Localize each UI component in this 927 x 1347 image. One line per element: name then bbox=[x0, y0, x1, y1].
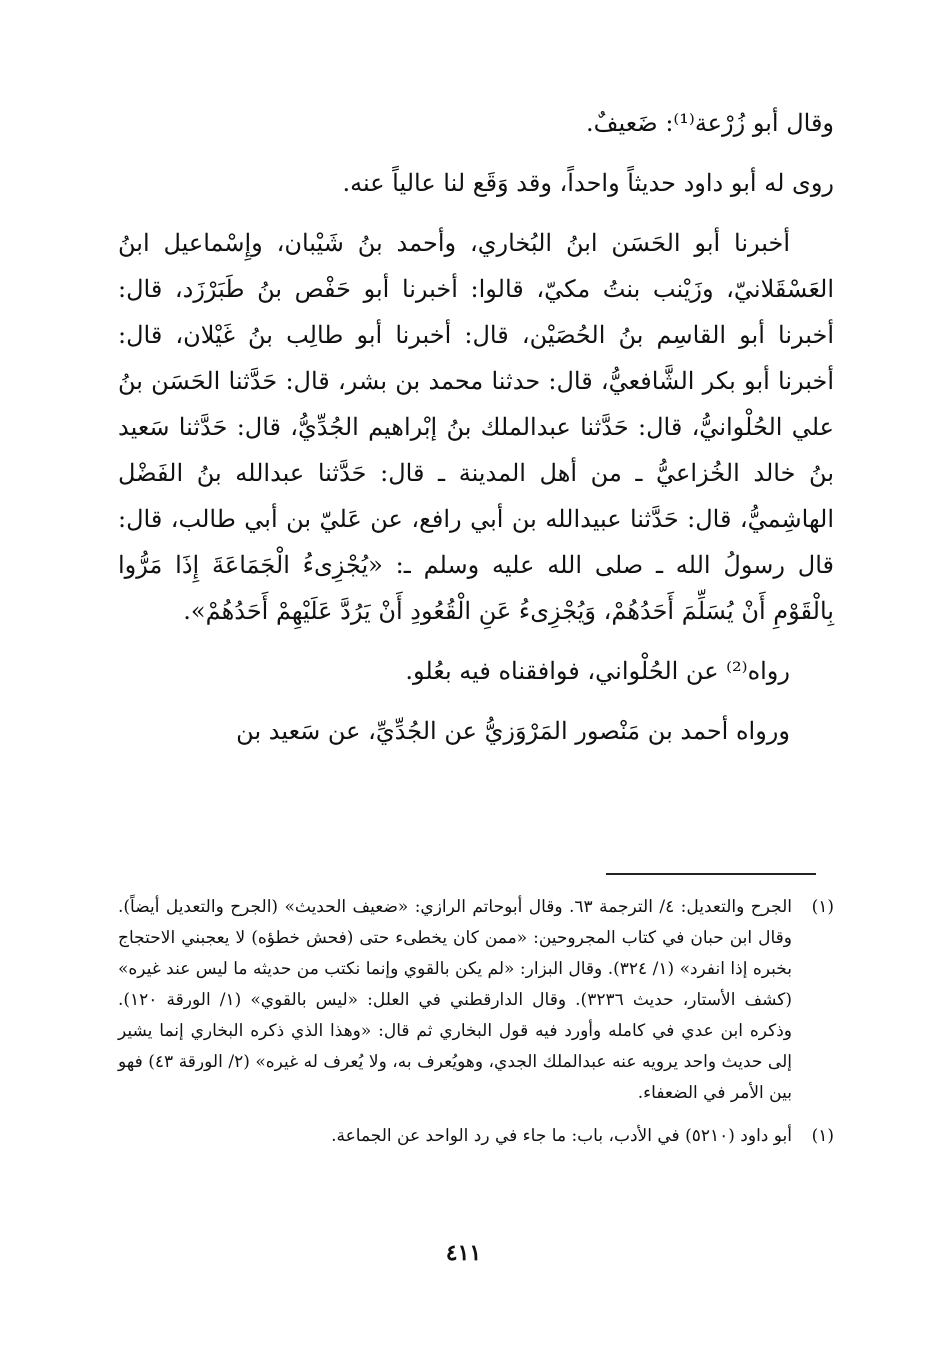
paragraph-abu-zura: وقال أبو زُرْعة⁽¹⁾: ضَعيفٌ. bbox=[586, 109, 834, 137]
paragraph-rawah-marwazi: ورواه أحمد بن مَنْصور المَرْوَزيُّ عن الجُدِّيِّ، عن سَعيد بن bbox=[236, 717, 790, 745]
page-number: ٤١١ bbox=[445, 1240, 482, 1266]
footnote-text: أبو داود (٥٢١٠) في الأدب، باب: ما جاء في رد الواحد عن الجماعة. bbox=[331, 1126, 792, 1146]
footnotes bbox=[118, 892, 834, 1164]
footnote-number: (١) bbox=[811, 1126, 834, 1146]
paragraph-abu-dawud: روى له أبو داود حديثاً واحداً، وقد وَقَع لنا عالياً عنه. bbox=[342, 169, 834, 197]
footnote bbox=[118, 1121, 834, 1152]
paragraph-rawah-hulwani: رواه⁽²⁾ عن الحُلْواني، فوافقناه فيه بعُلو. bbox=[405, 657, 790, 685]
footnote-number: (١) bbox=[811, 897, 834, 917]
main-text bbox=[118, 100, 834, 768]
footnote-text: الجرح والتعديل: ٤/ الترجمة ٦٣. وقال أبوحاتم الرازي: «ضعيف الحديث» (الجرح والتعديل أيضاً). وقال ابن حبان في كتاب المجروحين: «ممن كان يخطىء حتى (فحش خطؤه) لا يعجبني الاحتجاج بخبره إذا انفرد» (١/ ٣٢٤). وقال البزار: «لم يكن بالقوي وإنما نكتب من حديثه ما ليس عند غيره» (كشف الأستار، حديث ٣٢٣٦). وقال الدارقطني في العلل: «ليس بالقوي» (١/ الورقة ١٢٠). وذكره ابن عدي في كامله وأورد فيه قول البخاري ثم قال: «وهذا الذي ذكره البخاري إنما يشير إلى حديث واحد يرويه عنه عبدالملك الجدي، وهويُعرف به، ولا يُعرف له غيره» (٢/ الورقة ٤٣) فهو بين الأمر في الضعفاء. bbox=[118, 897, 793, 1103]
footnote-separator bbox=[606, 873, 816, 875]
paragraph-isnad-hadith: أخبرنا أبو الحَسَن ابنُ البُخاري، وأحمد بنُ شَيْبان، وإِسْماعيل ابنُ العَسْقَلانيّ، وزَيْنب بنتُ مكيّ، قالوا: أخبرنا أبو حَفْص بنُ طَبَرْزَد، قال: أخبرنا أبو القاسِم بنُ الحُصَيْن، قال: أخبرنا أبو طالِب بنُ غَيْلان، قال: أخبرنا أبو بكر الشَّافعيُّ، قال: حدثنا محمد بن بشر، قال: حَدَّثنا الحَسَن بنُ علي الحُلْوانيُّ، قال: حَدَّثنا عبدالملك بنُ إبْراهيم الجُدِّيُّ، قال: حَدَّثنا سَعيد بنُ خالد الخُزاعيُّ ـ من أهل المدينة ـ قال: حَدَّثنا عبدالله بنُ الفَضْل الهاشِميُّ، قال: حَدَّثنا عبيدالله بن أبي رافع، عن عَليّ بن أبي طالب، قال: قال رسولُ الله ـ صلى الله عليه وسلم ـ: «يُجْزِىءُ الْجَمَاعَةَ إِذَا مَرُّوا بِالْقَوْمِ أَنْ يُسَلِّمَ أَحَدُهُمْ، وَيُجْزِىءُ عَنِ الْقُعُودِ أَنْ يَرُدَّ عَلَيْهِمْ أَحَدُهُمْ». bbox=[118, 229, 834, 625]
footnote bbox=[118, 892, 834, 1109]
